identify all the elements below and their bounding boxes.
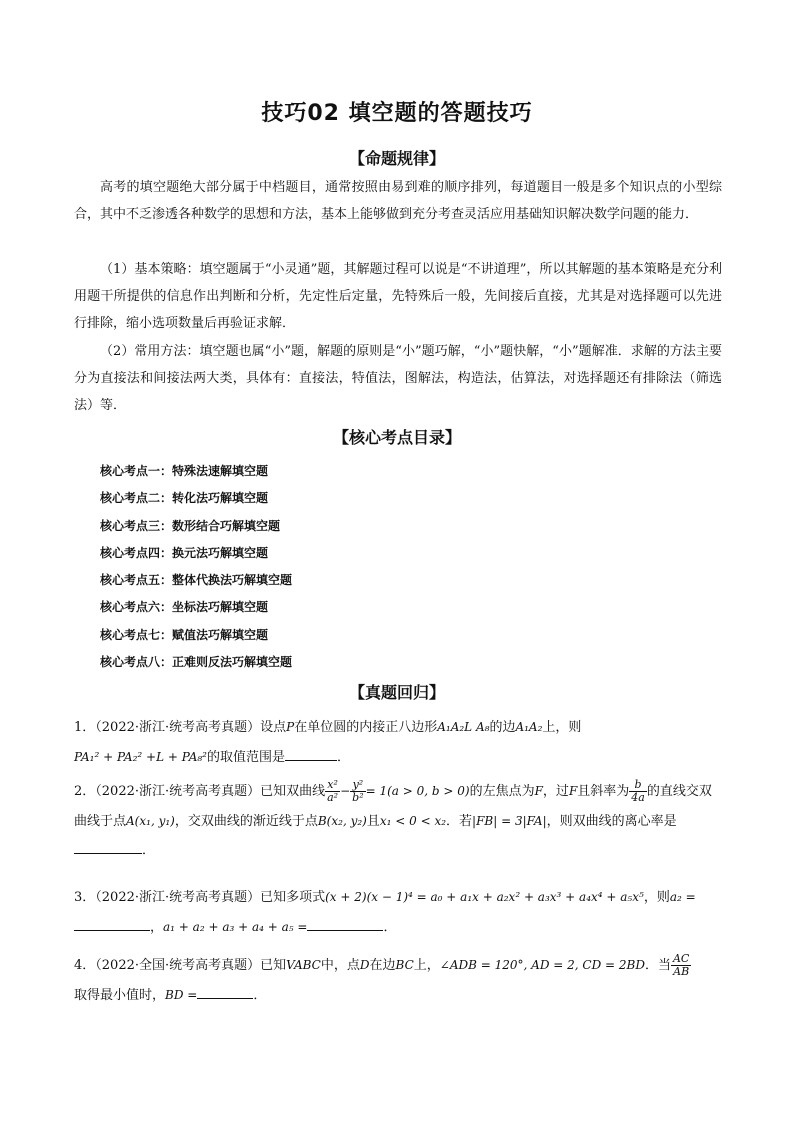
q1-side: A₁A₂ [515, 720, 543, 734]
q4-text: ．当 [644, 958, 671, 973]
q4-bd: BD = [165, 988, 198, 1002]
q4-triangle: VABC [286, 958, 321, 972]
toc-item[interactable]: 核心考点八：正难则反法巧解填空题 [100, 655, 293, 670]
question-4 [74, 950, 724, 1010]
q2-point-b: B(x₂, y₂) [317, 814, 367, 828]
q4-text: 取得最小值时， [74, 988, 166, 1003]
core-topics-list [100, 458, 500, 676]
q3-answer-blank-1[interactable] [74, 916, 150, 931]
q2-text: ． [142, 843, 156, 858]
q4-condition: ∠ADB = 120°, AD = 2, CD = 2BD [439, 958, 645, 972]
section-heading-past-exams: 【真题回归】 [348, 683, 445, 702]
q2-minus: − [340, 784, 351, 798]
intro-paragraph-1: 高考的填空题绝大部分属于中档题目，通常按照由易到难的顺序排列，每道题目一般是多个知识点的小型综合，其中不乏渗透各种数学的思想和方法，基本上能够做到充分考查灵活应用基础知识解决数学问题的能力． [74, 180, 722, 222]
q2-hyperbola-rest: = 1(a > 0, b > 0) [365, 784, 470, 798]
q2-hyperbola-x-term: $\frac{\text{x²}}{\text{a²}}$ [327, 778, 339, 804]
q2-text: ，则双曲线的离心率是 [546, 814, 677, 829]
toc-item[interactable]: 核心考点四：换元法巧解填空题 [100, 545, 269, 560]
q1-text: ． [337, 750, 351, 765]
q4-ratio: $\frac{AC}{AB}$ [672, 952, 690, 978]
q4-text: 中，点 [320, 958, 360, 973]
intro-paragraph-2: （1）基本策略：填空题属于“小灵通”题，其解题过程可以说是“不讲道理”，所以其解题的基本策略是充分利用题干所提供的信息作出判断和分析，先定性后定量，先特殊后一般，先间接后直接，尤其是对选择题可以先进行排除，缩小选项数量后再验证求解． [74, 262, 722, 331]
q2-point-a: A(x₁, y₁) [126, 814, 175, 828]
q4-text: 上， [413, 958, 440, 973]
q2-text: 且斜率为 [577, 784, 630, 799]
q3-polynomial: (x + 2)(x − 1)⁴ = a₀ + a₁x + a₂x² + a₃x³ + a₄x⁴ + a₅x⁵ [325, 890, 644, 904]
q4-answer-blank[interactable] [197, 984, 253, 999]
q4-text: 4．（2022·全国·统考高考真题）已知 [74, 958, 287, 973]
q3-text: ， [150, 920, 164, 935]
q2-text: ．若 [446, 814, 473, 829]
q1-vector-sum: PA₁² + PA₂² +L + PA₈² [74, 750, 207, 764]
toc-item[interactable]: 核心考点六：坐标法巧解填空题 [100, 600, 269, 615]
q2-text: 曲线于点 [74, 814, 127, 829]
q2-focus: F [534, 784, 543, 798]
q2-inequality: x₁ < 0 < x₂ [379, 814, 447, 828]
q2-focus: F [568, 784, 578, 798]
q3-a2: a₂ = [669, 890, 696, 904]
q4-text: 在边 [369, 958, 396, 973]
q4-point-d: D [359, 958, 370, 972]
toc-item[interactable]: 核心考点二：转化法巧解填空题 [100, 491, 269, 506]
q2-text: 的直线交双 [646, 784, 712, 799]
page-title: 技巧02 填空题的答题技巧 [261, 101, 533, 126]
q2-text: ，交双曲线的渐近线于点 [174, 814, 318, 829]
q2-answer-blank[interactable] [74, 839, 142, 854]
q1-answer-blank[interactable] [285, 746, 337, 761]
intro-paragraph-3: （2）常用方法：填空题也属“小”题，解题的原则是“小”题巧解，“小”题快解，“小”题解准．求解的方法主要分为直接法和间接法两大类，具体有：直接法，特值法，图解法，构造法，估算法，对选择题还有排除法（筛选法）等． [74, 344, 722, 413]
toc-item[interactable]: 核心考点五：整体代换法巧解填空题 [100, 573, 293, 588]
q1-octagon: A₁A₂L A₈ [437, 720, 490, 734]
q1-text: 在单位圆的内接正八边形 [294, 720, 438, 735]
q1-text: 的边 [489, 720, 516, 735]
question-1 [74, 712, 724, 772]
q2-text: 的左焦点为 [469, 784, 535, 799]
question-3 [74, 882, 724, 942]
toc-item[interactable]: 核心考点一：特殊法速解填空题 [100, 464, 269, 478]
q2-hyperbola-y-term: $\frac{\text{y²}}{\text{b²}}$ [352, 778, 364, 804]
q3-coefficient-sum: a₁ + a₂ + a₃ + a₄ + a₅ = [163, 920, 308, 934]
q3-text: 3．（2022·浙江·统考高考真题）已知多项式 [74, 890, 326, 905]
q1-text: 1．（2022·浙江·统考高考真题）设点 [74, 720, 287, 735]
q2-text: 且 [366, 814, 380, 829]
q1-text: 的取值范围是 [206, 750, 285, 765]
section-heading-rules: 【命题规律】 [348, 149, 445, 168]
q4-side-bc: BC [395, 958, 414, 972]
section-heading-toc: 【核心考点目录】 [332, 428, 461, 447]
question-2 [74, 776, 724, 866]
q2-condition: |FB| = 3|FA| [472, 814, 547, 828]
toc-item[interactable]: 核心考点三：数形结合巧解填空题 [100, 518, 281, 533]
q1-point: P [286, 720, 295, 734]
q1-text: 上，则 [542, 720, 582, 735]
q4-text: ． [253, 988, 267, 1003]
q3-text: ，则 [643, 890, 670, 905]
q3-answer-blank-2[interactable] [307, 916, 383, 931]
q2-text: 2．（2022·浙江·统考高考真题）已知双曲线 [74, 784, 326, 799]
q2-slope: $\frac{b}{4a}$ [631, 778, 645, 804]
toc-item[interactable]: 核心考点七：赋值法巧解填空题 [100, 627, 269, 642]
q2-text: ，过 [542, 784, 569, 799]
q3-text: ． [383, 920, 397, 935]
